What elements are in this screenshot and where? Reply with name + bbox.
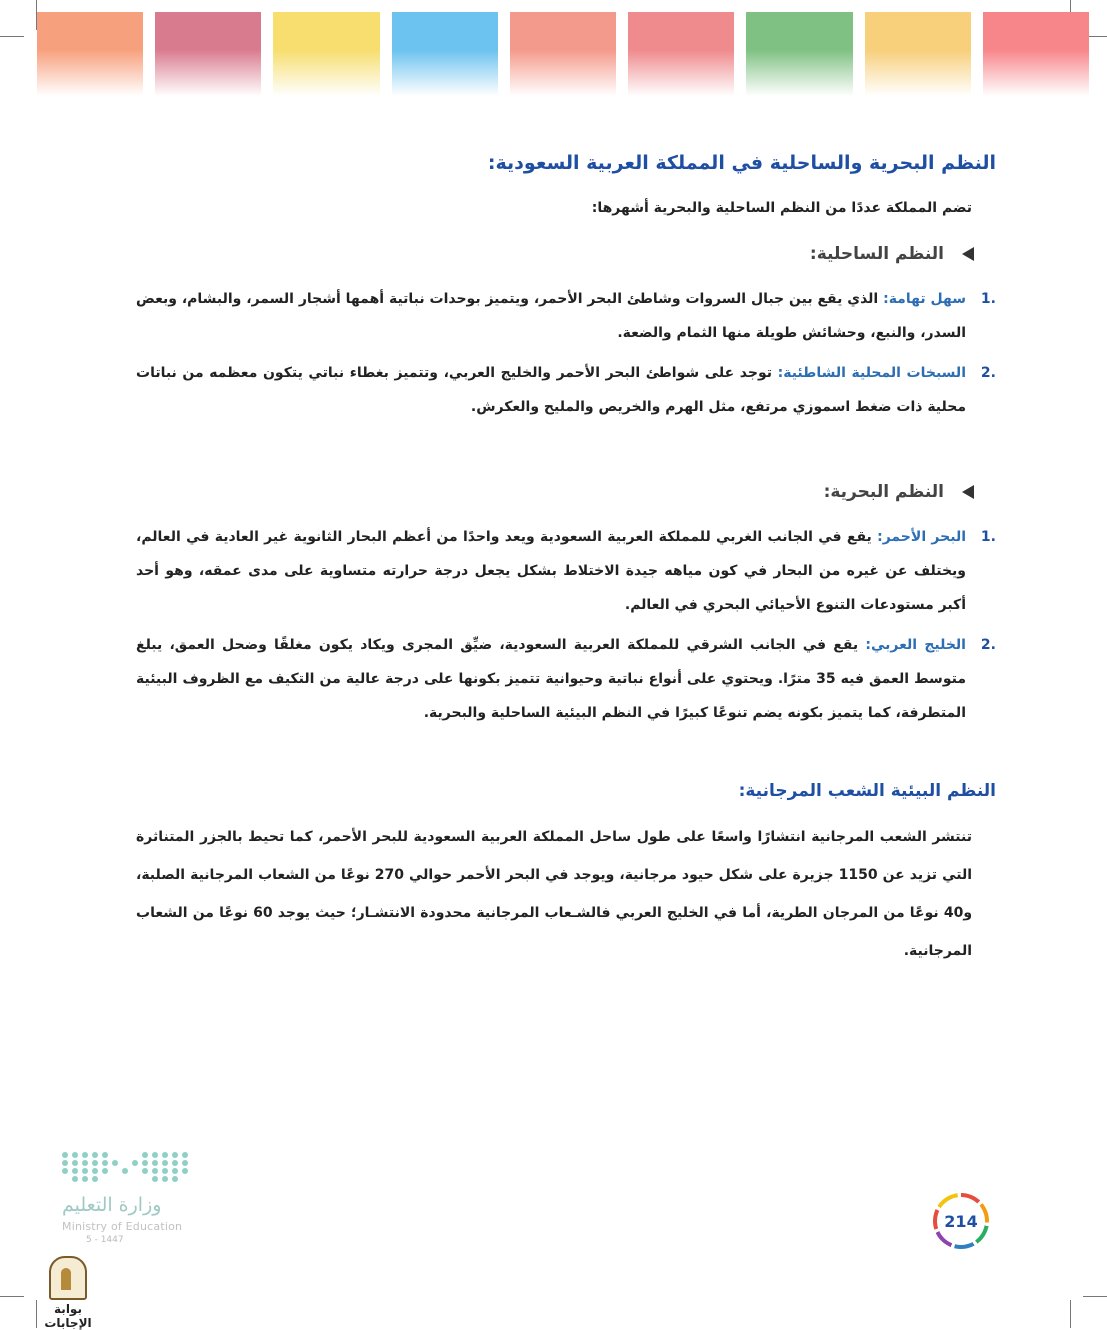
portal-name: بوابة الإجابات bbox=[44, 1302, 92, 1330]
section-title: النظم البحرية والساحلية في المملكة العربية السعودية: bbox=[487, 152, 996, 174]
color-bar bbox=[510, 12, 616, 96]
color-bar bbox=[392, 12, 498, 96]
logo-dot bbox=[122, 1168, 128, 1174]
item-text: توجد على شواطئ البحر الأحمر والخليج العربي، وتتميز بغطاء نباتي يتكون معظمه من نباتات محلية ذات ضغط اسموزي مرتفع، مثل الهرم والخريص والمليح والعكرش. bbox=[136, 365, 966, 415]
logo-dot bbox=[112, 1176, 118, 1182]
logo-dot bbox=[162, 1176, 168, 1182]
page-number-badge bbox=[933, 1193, 989, 1249]
triangle-bullet-icon bbox=[962, 485, 974, 499]
logo-dot bbox=[142, 1152, 148, 1158]
item-number: .2 bbox=[980, 637, 996, 653]
item-text: يقع في الجانب الغربي للمملكة العربية السعودية ويعد واحدًا من أعظم البحار الثانوية غير العادية في العالم، ويختلف عن غيره من البحار في كون مياهه جيدة الاختلاط بشكل يجعل درجة حرارته متساوية على مدى عمقه، وهو أحد أكبر مستودعات التنوع الأحيائي البحري في العالم. bbox=[136, 529, 966, 613]
color-bar bbox=[628, 12, 734, 96]
ministry-year: 5 - 1447 bbox=[86, 1235, 124, 1245]
item-term: السبخات المحلية الشاطئية: bbox=[777, 365, 966, 381]
logo-dot bbox=[92, 1168, 98, 1174]
ministry-dots-graphic bbox=[62, 1152, 202, 1182]
logo-dot bbox=[82, 1152, 88, 1158]
logo-dot bbox=[142, 1168, 148, 1174]
logo-dot bbox=[152, 1176, 158, 1182]
page-number: 214 bbox=[937, 1197, 985, 1245]
triangle-bullet-icon bbox=[962, 247, 974, 261]
ministry-name-en: Ministry of Education bbox=[62, 1220, 183, 1233]
logo-dot bbox=[162, 1152, 168, 1158]
logo-dot bbox=[92, 1176, 98, 1182]
logo-dot bbox=[132, 1176, 138, 1182]
logo-dot bbox=[92, 1152, 98, 1158]
logo-dot bbox=[72, 1152, 78, 1158]
logo-dot bbox=[182, 1168, 188, 1174]
intro-text: تضم المملكة عددًا من النظم الساحلية والبحرية أشهرها: bbox=[591, 200, 972, 216]
logo-dot bbox=[82, 1176, 88, 1182]
logo-dot bbox=[112, 1152, 118, 1158]
ministry-name-ar: وزارة التعليم bbox=[62, 1194, 162, 1216]
list-item bbox=[136, 356, 996, 424]
logo-dot bbox=[62, 1152, 68, 1158]
logo-dot bbox=[132, 1160, 138, 1166]
logo-dot bbox=[122, 1152, 128, 1158]
logo-dot bbox=[112, 1168, 118, 1174]
logo-dot bbox=[82, 1160, 88, 1166]
crop-mark bbox=[1083, 1296, 1107, 1297]
logo-dot bbox=[152, 1160, 158, 1166]
logo-dot bbox=[122, 1176, 128, 1182]
item-text: الذي يقع بين جبال السروات وشاطئ البحر الأحمر، ويتميز بوحدات نباتية أهمها أشجار السمر، والبشام، وبعض السدر، والنبع، وحشائش طويلة منها الثمام والضعة. bbox=[135, 291, 966, 341]
crop-mark bbox=[0, 36, 24, 37]
logo-dot bbox=[102, 1168, 108, 1174]
logo-dot bbox=[182, 1176, 188, 1182]
logo-dot bbox=[112, 1160, 118, 1166]
portal-logo-icon bbox=[49, 1256, 87, 1300]
logo-dot bbox=[132, 1168, 138, 1174]
logo-dot bbox=[162, 1168, 168, 1174]
crop-mark bbox=[0, 1296, 24, 1297]
color-bar bbox=[746, 12, 852, 96]
logo-dot bbox=[62, 1176, 68, 1182]
logo-dot bbox=[142, 1160, 148, 1166]
logo-dot bbox=[72, 1168, 78, 1174]
logo-dot bbox=[92, 1160, 98, 1166]
color-bar bbox=[273, 12, 379, 96]
logo-dot bbox=[62, 1160, 68, 1166]
logo-dot bbox=[172, 1176, 178, 1182]
color-bar bbox=[865, 12, 971, 96]
item-number: .2 bbox=[980, 365, 996, 381]
logo-dot bbox=[172, 1160, 178, 1166]
list-item bbox=[136, 520, 996, 622]
item-term: سهل تهامة: bbox=[883, 291, 966, 307]
logo-dot bbox=[172, 1168, 178, 1174]
item-number: .1 bbox=[980, 291, 996, 307]
logo-dot bbox=[72, 1160, 78, 1166]
coral-paragraph: تنتشر الشعب المرجانية انتشارًا واسعًا على طول ساحل المملكة العربية السعودية للبحر الأحمر، كما تحيط بالجزر المتناثرة التي تزيد عن 1150 جزيرة على شكل حيود مرجانية، ويوجد في البحر الأحمر حوالي 270 نوعًا من الشعاب المرجانية الصلبة، و40 نوعًا من المرجان الطرية، أما في الخليج العربي فالشـعاب المرجانية محدودة الانتشـار؛ حيث يوجد 60 نوعًا من الشعاب المرجانية. bbox=[136, 829, 973, 959]
logo-dot bbox=[152, 1168, 158, 1174]
logo-dot bbox=[102, 1152, 108, 1158]
coastal-heading-label: النظم الساحلية: bbox=[809, 244, 944, 264]
logo-dot bbox=[152, 1152, 158, 1158]
item-body bbox=[136, 356, 966, 424]
marine-heading bbox=[136, 478, 974, 506]
ministry-logo bbox=[62, 1152, 202, 1245]
logo-dot bbox=[162, 1160, 168, 1166]
logo-dot bbox=[172, 1152, 178, 1158]
item-term: البحر الأحمر: bbox=[877, 529, 966, 545]
crop-mark bbox=[1070, 1300, 1071, 1328]
marine-heading-label: النظم البحرية: bbox=[823, 482, 944, 502]
item-number: .1 bbox=[980, 529, 996, 545]
item-body bbox=[136, 520, 966, 622]
logo-dot bbox=[102, 1160, 108, 1166]
list-item bbox=[136, 282, 996, 350]
portal-watermark bbox=[30, 1256, 106, 1330]
top-color-bars bbox=[37, 12, 1089, 96]
color-bar bbox=[155, 12, 261, 96]
logo-dot bbox=[122, 1160, 128, 1166]
color-bar bbox=[983, 12, 1089, 96]
item-body bbox=[136, 282, 966, 350]
logo-dot bbox=[62, 1168, 68, 1174]
logo-dot bbox=[72, 1176, 78, 1182]
list-item bbox=[136, 628, 996, 730]
logo-dot bbox=[132, 1152, 138, 1158]
item-term: الخليج العربي: bbox=[865, 637, 966, 653]
coral-title: النظم البيئية الشعب المرجانية: bbox=[738, 781, 996, 801]
logo-dot bbox=[82, 1168, 88, 1174]
item-body bbox=[136, 628, 966, 730]
logo-dot bbox=[142, 1176, 148, 1182]
logo-dot bbox=[182, 1160, 188, 1166]
page-content bbox=[136, 148, 996, 970]
logo-dot bbox=[182, 1152, 188, 1158]
color-bar bbox=[37, 12, 143, 96]
coastal-heading bbox=[136, 240, 974, 268]
item-text: يقع في الجانب الشرقي للمملكة العربية السعودية، ضيِّق المجرى ويكاد يكون مغلقًا وضحل العمق، يبلغ متوسط العمق فيه 35 مترًا. ويحتوي على أنواع نباتية وحيوانية تتميز بكونها على درجة عالية من التكيف مع الظروف البيئية المتطرفة، كما يتميز بكونه يضم تنوعًا كبيرًا في النظم البيئية الساحلية والبحرية. bbox=[136, 637, 966, 721]
logo-dot bbox=[102, 1176, 108, 1182]
